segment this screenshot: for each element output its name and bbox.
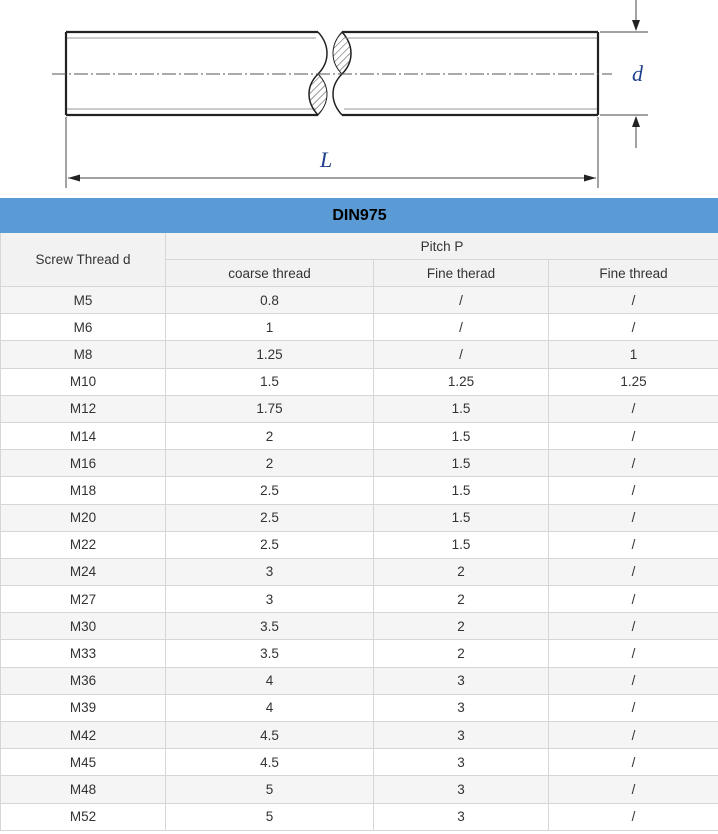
coarse-pitch-cell: 4: [166, 694, 374, 721]
table-row: [1, 640, 718, 667]
table-row: [1, 504, 718, 531]
fine-pitch-cell: /: [374, 287, 549, 314]
table-row: [1, 749, 718, 776]
table-row: [1, 776, 718, 803]
table-row: [1, 477, 718, 504]
coarse-pitch-cell: 3.5: [166, 640, 374, 667]
table-row: [1, 341, 718, 368]
fine-pitch-cell: 1.5: [374, 395, 549, 422]
table-row: [1, 667, 718, 694]
fine-pitch-cell: 2: [374, 613, 549, 640]
coarse-pitch-cell: 1.25: [166, 341, 374, 368]
fine-pitch-cell-2: /: [549, 722, 718, 749]
table-title-row: [1, 199, 718, 233]
screw-size-cell: M27: [1, 586, 166, 613]
table-row: [1, 558, 718, 585]
screw-thread-header: Screw Thread d: [1, 233, 166, 287]
screw-size-cell: M16: [1, 450, 166, 477]
table-row: [1, 422, 718, 449]
fine-pitch-cell-2: /: [549, 504, 718, 531]
fine-pitch-cell: 3: [374, 694, 549, 721]
fine-thread-header-1: Fine therad: [374, 260, 549, 287]
table-row: [1, 368, 718, 395]
fine-pitch-cell: 2: [374, 586, 549, 613]
fine-pitch-cell-2: /: [549, 558, 718, 585]
coarse-pitch-cell: 1: [166, 314, 374, 341]
coarse-pitch-cell: 3.5: [166, 613, 374, 640]
diameter-label: d: [632, 61, 643, 86]
fine-pitch-cell: 1.5: [374, 422, 549, 449]
table-row: [1, 450, 718, 477]
screw-size-cell: M5: [1, 287, 166, 314]
fine-thread-header-2: Fine thread: [549, 260, 718, 287]
fine-pitch-cell: 2: [374, 640, 549, 667]
fine-pitch-cell: 3: [374, 803, 549, 830]
threaded-rod-drawing: [0, 0, 718, 198]
coarse-pitch-cell: 3: [166, 558, 374, 585]
coarse-pitch-cell: 2: [166, 450, 374, 477]
fine-pitch-cell: 1.5: [374, 504, 549, 531]
fine-pitch-cell-2: /: [549, 450, 718, 477]
coarse-thread-header: coarse thread: [166, 260, 374, 287]
fine-pitch-cell-2: /: [549, 422, 718, 449]
fine-pitch-cell-2: /: [549, 613, 718, 640]
screw-size-cell: M33: [1, 640, 166, 667]
screw-size-cell: M18: [1, 477, 166, 504]
header-row-1: [1, 233, 718, 260]
coarse-pitch-cell: 0.8: [166, 287, 374, 314]
coarse-pitch-cell: 5: [166, 803, 374, 830]
fine-pitch-cell-2: /: [549, 749, 718, 776]
coarse-pitch-cell: 4.5: [166, 749, 374, 776]
fine-pitch-cell: /: [374, 314, 549, 341]
table-row: [1, 694, 718, 721]
table-row: [1, 586, 718, 613]
fine-pitch-cell: 1.5: [374, 477, 549, 504]
fine-pitch-cell: 3: [374, 722, 549, 749]
fine-pitch-cell-2: /: [549, 640, 718, 667]
coarse-pitch-cell: 2: [166, 422, 374, 449]
coarse-pitch-cell: 1.5: [166, 368, 374, 395]
screw-size-cell: M24: [1, 558, 166, 585]
screw-size-cell: M10: [1, 368, 166, 395]
fine-pitch-cell: 2: [374, 558, 549, 585]
fine-pitch-cell-2: /: [549, 314, 718, 341]
fine-pitch-cell: 1.5: [374, 531, 549, 558]
table-body: [1, 287, 718, 831]
fine-pitch-cell-2: /: [549, 694, 718, 721]
fine-pitch-cell-2: /: [549, 477, 718, 504]
screw-size-cell: M45: [1, 749, 166, 776]
fine-pitch-cell-2: /: [549, 395, 718, 422]
fine-pitch-cell-2: 1: [549, 341, 718, 368]
table-row: [1, 287, 718, 314]
screw-size-cell: M42: [1, 722, 166, 749]
screw-size-cell: M52: [1, 803, 166, 830]
din975-spec-table: [0, 198, 718, 831]
coarse-pitch-cell: 4: [166, 667, 374, 694]
fine-pitch-cell: 3: [374, 749, 549, 776]
screw-size-cell: M14: [1, 422, 166, 449]
screw-size-cell: M22: [1, 531, 166, 558]
threaded-rod-diagram: [0, 0, 718, 198]
fine-pitch-cell: 3: [374, 776, 549, 803]
coarse-pitch-cell: 2.5: [166, 504, 374, 531]
table-row: [1, 395, 718, 422]
fine-pitch-cell: 1.25: [374, 368, 549, 395]
screw-size-cell: M20: [1, 504, 166, 531]
fine-pitch-cell-2: /: [549, 531, 718, 558]
screw-size-cell: M36: [1, 667, 166, 694]
table-row: [1, 314, 718, 341]
coarse-pitch-cell: 4.5: [166, 722, 374, 749]
length-label: L: [320, 147, 333, 172]
screw-size-cell: M6: [1, 314, 166, 341]
coarse-pitch-cell: 1.75: [166, 395, 374, 422]
screw-size-cell: M39: [1, 694, 166, 721]
fine-pitch-cell-2: /: [549, 586, 718, 613]
fine-pitch-cell-2: /: [549, 287, 718, 314]
table-row: [1, 613, 718, 640]
table-row: [1, 803, 718, 830]
length-dimension: [66, 117, 598, 188]
table-title: DIN975: [1, 199, 718, 233]
pitch-header: Pitch P: [166, 233, 718, 260]
coarse-pitch-cell: 2.5: [166, 531, 374, 558]
screw-size-cell: M12: [1, 395, 166, 422]
fine-pitch-cell-2: /: [549, 803, 718, 830]
fine-pitch-cell-2: /: [549, 776, 718, 803]
fine-pitch-cell: 3: [374, 667, 549, 694]
fine-pitch-cell: 1.5: [374, 450, 549, 477]
coarse-pitch-cell: 5: [166, 776, 374, 803]
screw-size-cell: M8: [1, 341, 166, 368]
screw-size-cell: M30: [1, 613, 166, 640]
fine-pitch-cell: /: [374, 341, 549, 368]
table-row: [1, 722, 718, 749]
fine-pitch-cell-2: 1.25: [549, 368, 718, 395]
fine-pitch-cell-2: /: [549, 667, 718, 694]
coarse-pitch-cell: 3: [166, 586, 374, 613]
table-row: [1, 531, 718, 558]
screw-size-cell: M48: [1, 776, 166, 803]
coarse-pitch-cell: 2.5: [166, 477, 374, 504]
